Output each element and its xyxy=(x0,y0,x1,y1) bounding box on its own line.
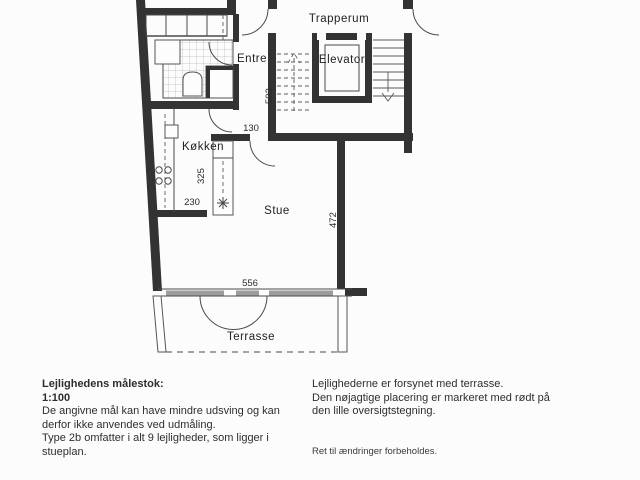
dimension-label-472: 472 xyxy=(328,212,339,228)
dimension-label-503: 503 xyxy=(264,88,275,104)
room-label-koekken: Køkken xyxy=(182,141,224,153)
vanity-sink-symbol xyxy=(155,40,180,64)
trapperum-door-arc-right xyxy=(413,9,439,35)
stairs-right-flight xyxy=(373,40,404,101)
trapperum-door-arc-left xyxy=(242,9,268,35)
dimension-label-325: 325 xyxy=(196,168,207,184)
terrace-right-post xyxy=(338,296,347,352)
dimension-label-556: 556 xyxy=(242,278,258,289)
terrace xyxy=(153,296,347,352)
shower-room-wall-left xyxy=(206,66,210,98)
terrace-door-arc xyxy=(200,296,267,330)
notes-left-block xyxy=(42,378,310,459)
kitchen-sink-symbol xyxy=(165,125,178,138)
elevator-wall-notch xyxy=(357,33,366,40)
note-line: Type 2b omfatter i alt 9 lejligheder, som ligger i xyxy=(42,432,269,444)
window-glass xyxy=(166,291,224,296)
note-line: Lejlighederne er forsynet med terrasse. xyxy=(312,378,504,390)
kitchen-bottom-wall xyxy=(155,210,207,217)
room-label-trapperum: Trapperum xyxy=(308,13,370,25)
room-label-elevator: Elevator xyxy=(318,54,366,66)
window-glass xyxy=(236,291,259,296)
stove-burners-symbol xyxy=(156,167,171,184)
shower-room-wall-top xyxy=(206,66,233,70)
note-line: Den nøjagtige placering er markeret med rødt på xyxy=(312,391,550,404)
stairwell-right-wall-stub xyxy=(404,141,412,153)
notes-right-block xyxy=(312,378,612,458)
note-line: derfor ikke anvendes ved udmåling. xyxy=(42,418,216,431)
bathroom-right-wall-lower xyxy=(233,64,239,110)
room-label-terrasse: Terrasse xyxy=(226,331,276,343)
shower-room xyxy=(206,66,233,98)
note-line: stueplan. xyxy=(42,445,87,458)
dimension-label-230: 230 xyxy=(184,197,200,208)
window-band xyxy=(158,289,352,296)
stairwell-left-wall xyxy=(268,33,276,141)
terrace-left-post xyxy=(153,296,166,352)
bathroom-right-wall-upper xyxy=(233,14,239,42)
dimension-label-130: 130 xyxy=(243,123,259,134)
stairs-down-arrow xyxy=(382,93,394,101)
stairs-dashed-flight xyxy=(277,53,311,112)
bathroom-bottom-wall xyxy=(148,101,239,109)
trapperum-door-stub-right xyxy=(403,0,413,9)
living-room-door-arc xyxy=(250,141,275,166)
room-label-stue: Stue xyxy=(264,205,290,217)
wall-top xyxy=(144,8,227,15)
kitchen-door-wall-stub xyxy=(211,134,250,141)
note-line: De angivne mål kan have mindre udsving og kan xyxy=(42,405,280,417)
toilet-symbol xyxy=(183,72,202,96)
scale-value: 1:100 xyxy=(42,391,71,404)
entry-door-stub xyxy=(268,0,277,9)
wardrobe-row xyxy=(146,15,227,36)
stairwell-right-wall xyxy=(404,33,412,133)
room-label-entre: Entre xyxy=(237,53,267,65)
wall-top-corner-stub xyxy=(227,0,236,15)
disclaimer-text: Ret til ændringer forbeholdes. xyxy=(312,445,438,457)
elevator-wall-notch xyxy=(317,33,326,40)
note-line: den lille oversigtstegning. xyxy=(312,405,436,417)
elevator-cab-area xyxy=(319,40,365,96)
window-glass xyxy=(269,291,333,296)
kitchen-door-arc xyxy=(209,109,232,132)
scale-heading: Lejlighedens målestok: xyxy=(42,378,164,390)
bathroom xyxy=(155,15,233,98)
stairwell-bottom-wall xyxy=(268,133,413,141)
